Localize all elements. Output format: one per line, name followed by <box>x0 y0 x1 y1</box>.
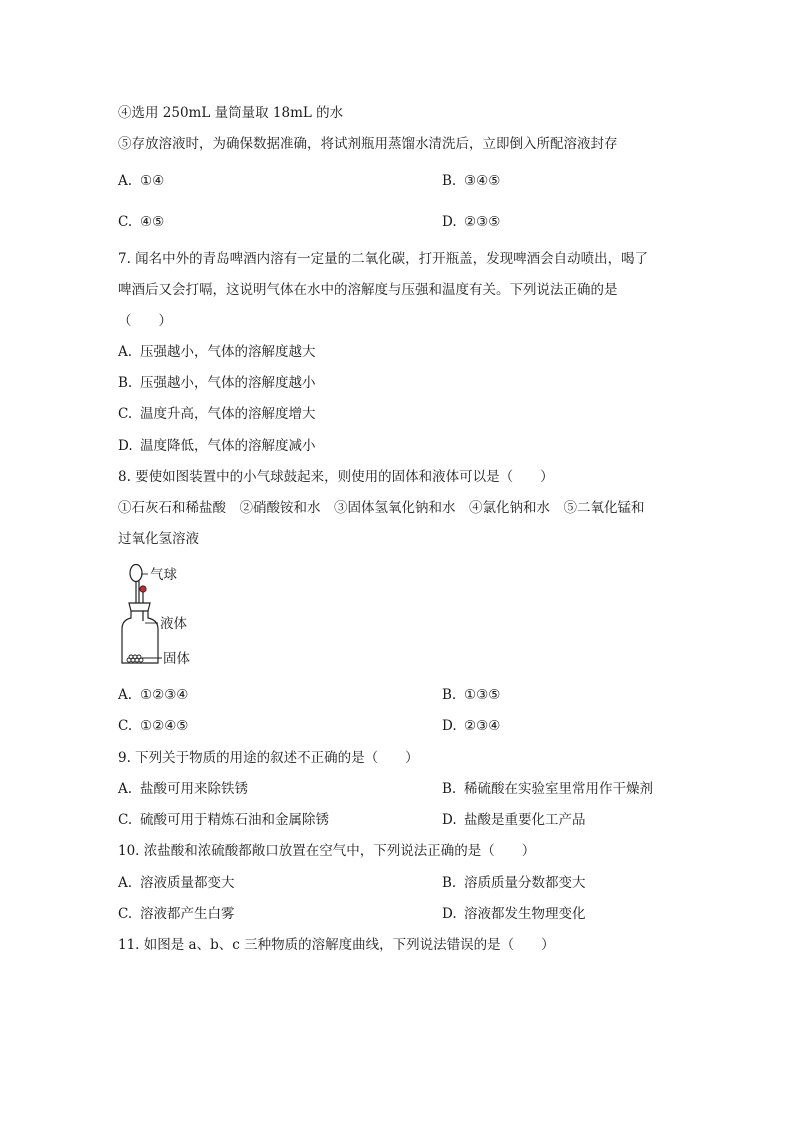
q6-option-c[interactable]: C. ④⑤ <box>118 214 165 230</box>
q10-option-d[interactable]: D. 溶液都发生物理变化 <box>442 906 586 922</box>
statement-4: ④选用 250mL 量筒量取 18mL 的水 <box>118 105 344 121</box>
q8-option-c[interactable]: C. ①②④⑤ <box>118 718 189 734</box>
q7-option-d[interactable]: D. 温度降低，气体的溶解度减小 <box>118 438 316 454</box>
q9-option-d[interactable]: D. 盐酸是重要化工产品 <box>442 812 586 828</box>
q8-stem-line3: 过氧化氢溶液 <box>118 531 199 547</box>
q9-option-a[interactable]: A. 盐酸可用来除铁锈 <box>118 781 248 797</box>
q6-option-d[interactable]: D. ②③⑤ <box>442 214 501 230</box>
q10-option-b[interactable]: B. 溶质质量分数都变大 <box>442 875 586 891</box>
q6-option-b[interactable]: B. ③④⑤ <box>442 173 501 189</box>
q10-option-a[interactable]: A. 溶液质量都变大 <box>118 875 235 891</box>
q9-option-c[interactable]: C. 硫酸可用于精炼石油和金属除锈 <box>118 812 329 828</box>
figure-label-solid: 固体 <box>163 651 190 667</box>
statement-5: ⑤存放溶液时，为确保数据准确，将试剂瓶用蒸馏水清洗后，立即倒入所配溶液封存 <box>118 136 618 152</box>
q7-stem-line2: 啤酒后又会打嗝，这说明气体在水中的溶解度与压强和温度有关。下列说法正确的是 <box>118 282 618 298</box>
q8-stem-line1: 8. 要使如图装置中的小气球鼓起来，则使用的固体和液体可以是（ ） <box>118 469 554 485</box>
dropper-bulb <box>140 586 146 592</box>
q8-stem-line2: ①石灰石和稀盐酸 ②硝酸铵和水 ③固体氢氧化钠和水 ④氯化钠和水 ⑤二氧化锰和 <box>118 500 645 516</box>
q7-option-a[interactable]: A. 压强越小，气体的溶解度越大 <box>118 344 316 360</box>
q6-option-a[interactable]: A. ①④ <box>118 173 165 189</box>
q9-stem: 9. 下列关于物质的用途的叙述不正确的是（ ） <box>118 750 419 766</box>
figure-label-liquid: 液体 <box>160 616 187 632</box>
q7-option-b[interactable]: B. 压强越小，气体的溶解度越小 <box>118 375 316 391</box>
q8-option-a[interactable]: A. ①②③④ <box>118 687 189 703</box>
q11-stem: 11. 如图是 a、b、c 三种物质的溶解度曲线，下列说法错误的是（ ） <box>118 937 555 953</box>
balloon-shape <box>130 565 142 582</box>
q10-option-c[interactable]: C. 溶液都产生白雾 <box>118 906 235 922</box>
q7-option-c[interactable]: C. 温度升高，气体的溶解度增大 <box>118 406 316 422</box>
q8-option-b[interactable]: B. ①③⑤ <box>442 687 501 703</box>
q10-stem: 10. 浓盐酸和浓硫酸都敞口放置在空气中，下列说法正确的是（ ） <box>118 843 536 859</box>
q9-option-b[interactable]: B. 稀硫酸在实验室里常用作干燥剂 <box>442 781 653 797</box>
stopper <box>129 603 150 611</box>
figure-label-balloon: 气球 <box>150 567 177 583</box>
q7-answer-bracket: （ ） <box>118 313 172 329</box>
q8-option-d[interactable]: D. ②③④ <box>442 718 501 734</box>
q7-stem-line1: 7. 闻名中外的青岛啤酒内溶有一定量的二氧化碳，打开瓶盖，发现啤酒会自动喷出，喝了 <box>118 251 649 267</box>
solid-particles <box>127 655 143 662</box>
